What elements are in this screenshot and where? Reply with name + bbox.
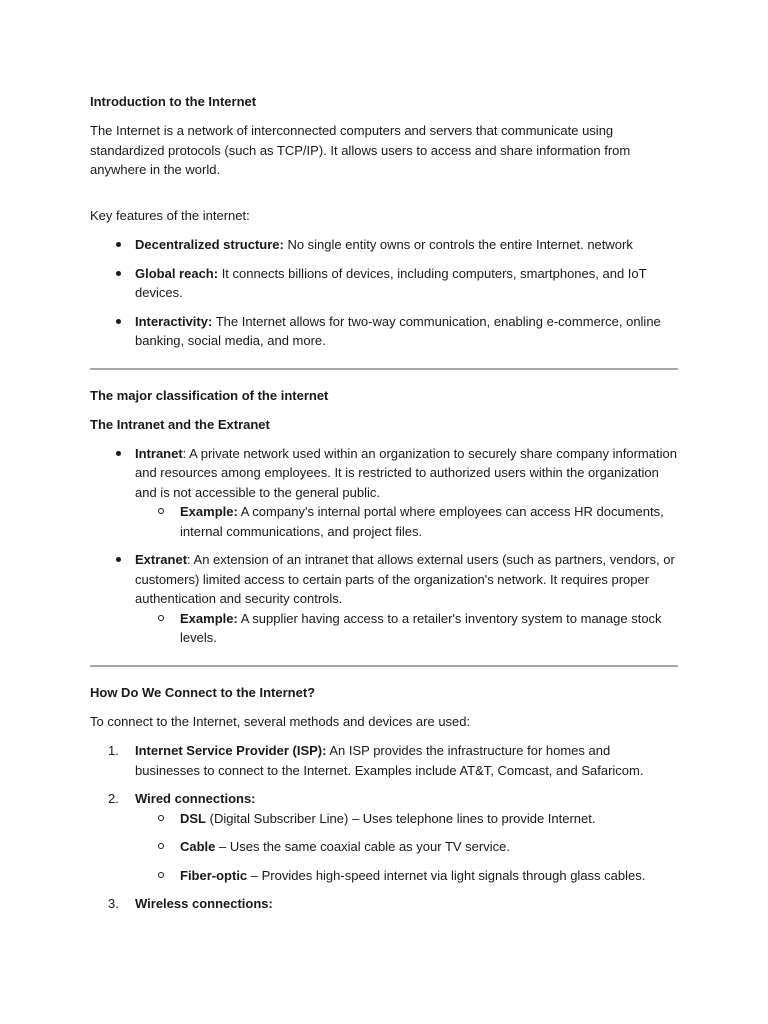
connect-lead: To connect to the Internet, several methods and devices are used: (90, 713, 471, 729)
feature-text: No single entity owns or controls the entire Internet. network (283, 237, 633, 252)
example-term: Example: (180, 610, 238, 626)
wired-text: – Provides high-speed internet via light signals through glass cables. (247, 867, 646, 883)
list-item (90, 866, 678, 886)
feature-term: Interactivity: (135, 313, 213, 329)
feature-term: Decentralized structure: (135, 237, 284, 252)
classification-term: Extranet (135, 552, 188, 567)
list-item (90, 502, 678, 541)
classification-text: : An extension of an intranet that allows external users (such as partners, vendors, or customers) limited access to certain parts of the organization's network. It requires proper authentication and security controls. (135, 552, 675, 606)
list-item (90, 312, 678, 351)
wired-list (135, 809, 678, 886)
classification-term: Intranet (135, 445, 183, 461)
example-list (135, 502, 678, 541)
classification-list (90, 444, 678, 648)
features-list (90, 235, 678, 351)
list-number: 3. (108, 896, 119, 911)
method-term: Internet Service Provider (ISP): (135, 743, 327, 758)
list-item (90, 264, 678, 303)
list-item (90, 550, 678, 648)
section-divider (90, 368, 678, 370)
wired-term: Cable (180, 839, 216, 854)
wired-text: – Uses the same coaxial cable as your TV service. (215, 839, 510, 854)
intro-paragraph: The Internet is a network of interconnected computers and servers that communicate using standardized protocols (such as TCP/IP). It allows users to access and share information from anywhere in the world. (90, 123, 631, 177)
section-title-introduction: Introduction to the Internet (90, 94, 257, 109)
list-item (90, 741, 678, 780)
list-item (90, 894, 678, 914)
method-term: Wireless connections: (135, 896, 273, 911)
features-lead: Key features of the internet: (90, 207, 250, 223)
connect-methods-list (90, 741, 678, 914)
example-term: Example: (180, 504, 238, 519)
wired-term: Fiber-optic (180, 867, 248, 883)
list-item (90, 789, 678, 885)
feature-text: The Internet allows for two-way communication, enabling e-commerce, online banking, social media, and more. (135, 313, 661, 348)
feature-text: It connects billions of devices, including computers, smartphones, and IoT devices. (135, 265, 647, 300)
section-title-classification: The major classification of the internet (90, 387, 329, 403)
feature-term: Global reach: (135, 265, 219, 281)
list-number: 2. (108, 791, 119, 806)
list-item (90, 235, 678, 255)
list-item (90, 444, 678, 542)
method-term: Wired connections: (135, 791, 256, 806)
classification-text: : A private network used within an organization to securely share company information and resources among employees. It is restricted to authorized users within the organization and is not accessible to the general public. (135, 445, 677, 500)
section-divider (90, 665, 678, 667)
example-text: A supplier having access to a retailer's inventory system to manage stock levels. (180, 610, 662, 645)
method-text: An ISP provides the infrastructure for homes and businesses to connect to the Internet. Examples include AT&T, Comcast, and Safaricom. (135, 743, 644, 778)
example-text: A company's internal portal where employees can access HR documents, internal communications, and project files. (180, 504, 664, 539)
list-number: 1. (108, 743, 119, 758)
list-item (90, 609, 678, 648)
wired-term: DSL (180, 810, 206, 826)
example-list (135, 609, 678, 648)
list-item (90, 837, 678, 857)
wired-text: (Digital Subscriber Line) – Uses telephone lines to provide Internet. (206, 810, 596, 826)
section-title-connect: How Do We Connect to the Internet? (90, 684, 316, 700)
list-item (90, 809, 678, 829)
section-subtitle-intranet-extranet: The Intranet and the Extranet (90, 416, 270, 432)
